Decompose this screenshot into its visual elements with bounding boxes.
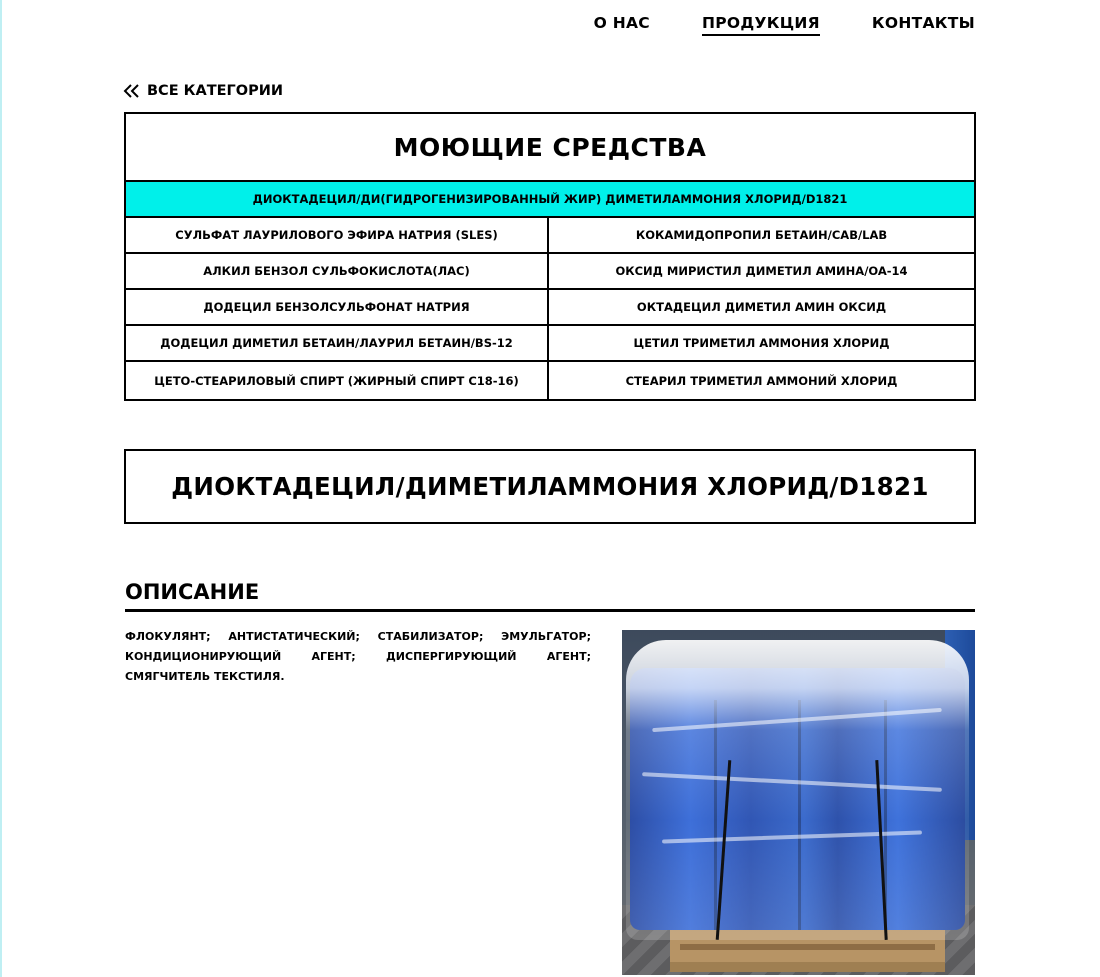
category-items-grid bbox=[126, 218, 974, 399]
category-item[interactable]: ЦЕТИЛ ТРИМЕТИЛ АММОНИЯ ХЛОРИД bbox=[549, 326, 974, 362]
back-to-categories-link[interactable] bbox=[123, 83, 283, 99]
category-item[interactable]: ЦЕТО-СТЕАРИЛОВЫЙ СПИРТ (ЖИРНЫЙ СПИРТ С18-16) bbox=[126, 362, 549, 399]
nav-contacts[interactable]: КОНТАКТЫ bbox=[871, 14, 975, 32]
double-chevron-left-icon bbox=[123, 83, 141, 99]
category-item[interactable]: СТЕАРИЛ ТРИМЕТИЛ АММОНИЙ ХЛОРИД bbox=[625, 373, 898, 388]
category-item[interactable]: СУЛЬФАТ ЛАУРИЛОВОГО ЭФИРА НАТРИЯ (SLES) bbox=[126, 218, 549, 254]
description-heading: ОПИСАНИЕ bbox=[125, 580, 975, 612]
category-item[interactable]: КОКАМИДОПРОПИЛ БЕТАИН/CAB/LAB bbox=[549, 218, 974, 254]
category-item[interactable]: ДОДЕЦИЛ БЕНЗОЛСУЛЬФОНАТ НАТРИЯ bbox=[126, 290, 549, 326]
category-item[interactable]: ОКТАДЕЦИЛ ДИМЕТИЛ АМИН ОКСИД bbox=[549, 290, 974, 326]
product-title: ДИОКТАДЕЦИЛ/ДИМЕТИЛАММОНИЯ ХЛОРИД/D1821 bbox=[124, 449, 976, 524]
nav-about[interactable]: О НАС bbox=[593, 14, 650, 32]
category-item[interactable]: АЛКИЛ БЕНЗОЛ СУЛЬФОКИСЛОТА(ЛАС) bbox=[126, 254, 549, 290]
category-table bbox=[124, 112, 976, 401]
category-title: МОЮЩИЕ СРЕДСТВА bbox=[126, 114, 974, 182]
page-edge-line bbox=[0, 0, 2, 977]
category-item[interactable]: ДОДЕЦИЛ ДИМЕТИЛ БЕТАИН/ЛАУРИЛ БЕТАИН/BS-12 bbox=[126, 326, 549, 362]
back-link-label: ВСЕ КАТЕГОРИИ bbox=[147, 83, 283, 99]
product-image bbox=[622, 630, 975, 975]
top-nav bbox=[594, 14, 975, 36]
category-item[interactable]: ОКСИД МИРИСТИЛ ДИМЕТИЛ АМИНА/OA-14 bbox=[549, 254, 974, 290]
description-text: ФЛОКУЛЯНТ; АНТИСТАТИЧЕСКИЙ; СТАБИЛИЗАТОР; ЭМУЛЬГАТОР; КОНДИЦИОНИРУЮЩИЙ АГЕНТ; ДИСПЕРГИРУЮЩИЙ АГЕНТ; СМЯГЧИТЕЛЬ ТЕКСТИЛЯ. bbox=[125, 630, 591, 683]
category-item-active[interactable]: ДИОКТАДЕЦИЛ/ДИ(ГИДРОГЕНИЗИРОВАННЫЙ ЖИР) ДИМЕТИЛАММОНИЯ ХЛОРИД/D1821 bbox=[126, 182, 974, 218]
nav-products[interactable]: ПРОДУКЦИЯ bbox=[702, 14, 820, 36]
